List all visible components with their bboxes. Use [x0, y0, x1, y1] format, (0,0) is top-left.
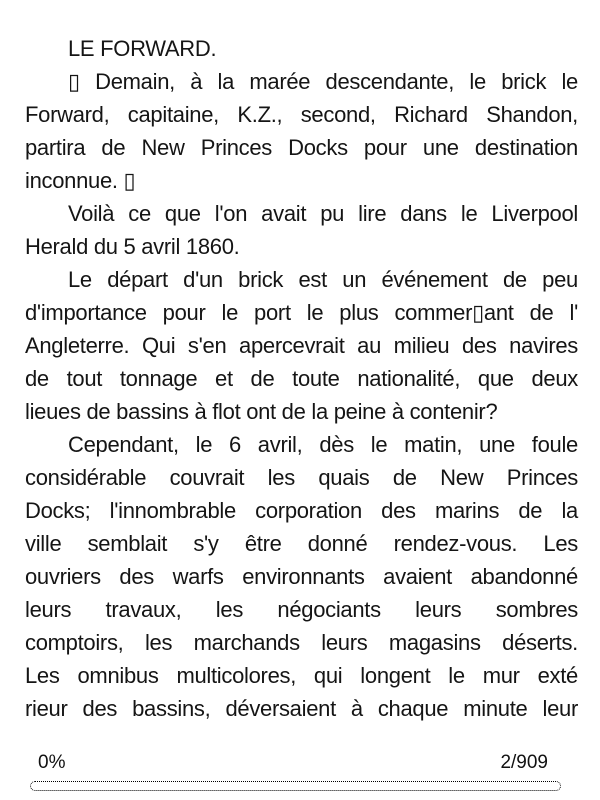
progress-bar[interactable] — [30, 781, 561, 791]
text-line: ▯ Demain, à la marée descendante, le brick le — [68, 69, 578, 94]
text-line: lieues de bassins à flot ont de la peine à contenir? — [25, 399, 498, 424]
text-line: Herald du 5 avril 1860. — [25, 234, 240, 259]
text-line: de tout tonnage et de toute nationalité, que deux — [25, 366, 578, 391]
text-line: Voilà ce que l'on avait pu lire dans le Liverpool — [68, 201, 578, 226]
text-line: ouvriers des warfs environnants avaient abandonné — [25, 564, 578, 589]
text-line: Forward, capitaine, K.Z., second, Richard Shandon, — [25, 102, 578, 127]
text-line: d'importance pour le port le plus commer▯ant de l' — [25, 300, 578, 325]
text-line: inconnue. ▯ — [25, 168, 136, 193]
text-line: partira de New Princes Docks pour une destination — [25, 135, 578, 160]
reader-footer — [0, 752, 600, 791]
text-line: Cependant, le 6 avril, dès le matin, une foule — [68, 432, 578, 457]
text-line: Le départ d'un brick est un événement de peu — [68, 267, 578, 292]
text-line: Docks; l'innombrable corporation des marins de la — [25, 498, 578, 523]
text-line: ville semblait s'y être donné rendez-vous. Les — [25, 531, 578, 556]
text-line: leurs travaux, les négociants leurs sombres — [25, 597, 578, 622]
chapter-title: LE FORWARD. — [68, 36, 217, 61]
text-line: comptoirs, les marchands leurs magasins déserts. — [25, 630, 578, 655]
reading-area[interactable] — [25, 32, 578, 725]
text-line: rieur des bassins, déversaient à chaque minute leur — [25, 696, 578, 721]
text-line: Angleterre. Qui s'en apercevrait au milieu des navires — [25, 333, 578, 358]
progress-percent-label: 0% — [38, 752, 66, 773]
text-line: considérable couvrait les quais de New Princes — [25, 465, 578, 490]
text-line: Les omnibus multicolores, qui longent le mur exté — [25, 663, 578, 688]
footer-status-row — [38, 752, 548, 774]
page-position-label: 2/909 — [500, 752, 548, 773]
